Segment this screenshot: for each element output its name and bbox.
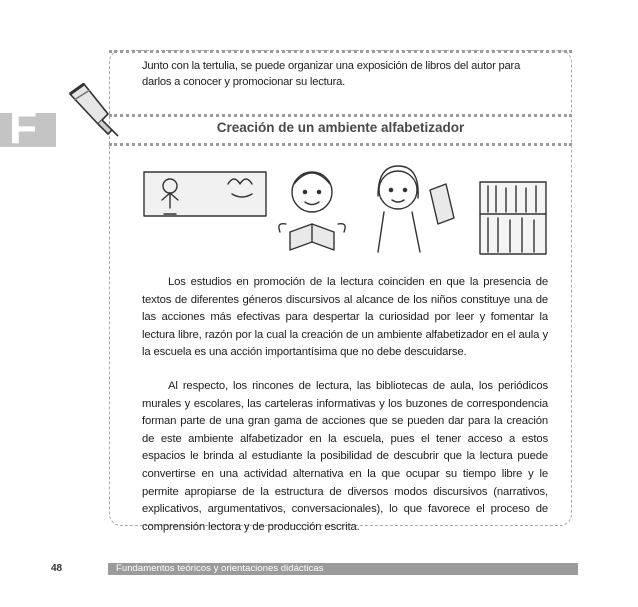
children-reading-illustration [140, 162, 550, 257]
paragraph-2: Al respecto, los rincones de lectura, las bibliotecas de aula, los periódicos murales y escolares, las carteleras informativas y los buzones de correspondencia forman parte de una gran gama de acciones que se pueden dar para la creación de este ambiente alfabetizador en la escuela, pues el tener acceso a estos espacios le brinda al estudiante la posibilidad de descubrir que la lectura puede convertirse en una actividad alternativa en la que ocupar su tiempo libre y le permite apropiarse de la estructura de diversos modos discursivos (narrativos, explicativos, argumentativos, conversacionales), lo que favorece el proceso de comprensión lectora y de producción escrita. [142, 379, 548, 533]
top-dotted-rule [109, 50, 572, 54]
page-number: 48 [51, 563, 63, 574]
intro-text: Junto con la tertulia, se puede organizar una exposición de libros del autor para darlos a conocer y promocionar su lectura. [142, 60, 521, 88]
running-title: Fundamentos teóricos y orientaciones didácticas [116, 563, 324, 574]
paragraph-1: Los estudios en promoción de la lectura coinciden en que la presencia de textos de diferentes géneros discursivos al alcance de los niños constituye una de las acciones más efectivas para despertar la curiosidad por leer y fomentar la lectura libre, razón por la cual la creación de un ambiente alfabetizador en el aula y la escuela es una acción importantísima que no debe descuidarse. [142, 276, 548, 359]
body-text [142, 274, 548, 536]
section-title: Creación de un ambiente alfabetizador [216, 120, 465, 135]
section-tab-letter: F [9, 101, 38, 153]
